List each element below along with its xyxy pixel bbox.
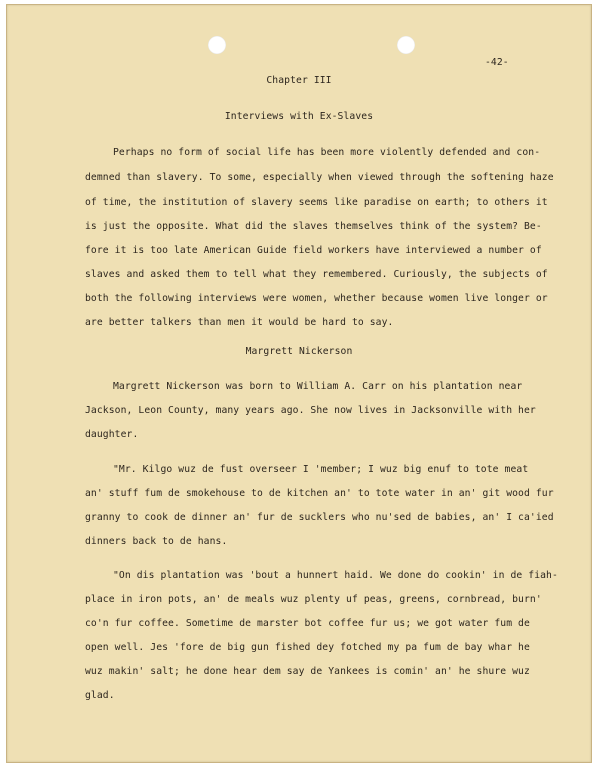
chapter-title: Chapter III (266, 75, 332, 86)
paragraph-2-line: daughter. (85, 429, 139, 440)
paragraph-3-line: "Mr. Kilgo wuz de fust overseer I 'member; I wuz big enuf to tote meat (113, 464, 529, 475)
paragraph-1-line: are better talkers than men it would be hard to say. (85, 317, 394, 328)
paragraph-4-line: wuz makin' salt; he done hear dem say de Yankees is comin' an' he shure wuz (85, 666, 530, 677)
paragraph-4-line: place in iron pots, an' de meals wuz plenty uf peas, greens, cornbread, burn' (85, 594, 542, 605)
paragraph-3-line: an' stuff fum de smokehouse to de kitchen an' to tote water in an' git wood fur (85, 488, 554, 499)
paragraph-1-line: of time, the institution of slavery seems like paradise on earth; to others it (85, 197, 548, 208)
paragraph-2-line: Jackson, Leon County, many years ago. She now lives in Jacksonville with her (85, 405, 536, 416)
paragraph-1-line: fore it is too late American Guide field workers have interviewed a number of (85, 245, 542, 256)
paragraph-1-line: Perhaps no form of social life has been more violently defended and con- (113, 147, 541, 158)
paragraph-1-line: is just the opposite. What did the slaves themselves think of the system? Be- (85, 221, 542, 232)
document-page (6, 4, 592, 763)
paragraph-1-line: both the following interviews were women, whether because women live longer or (85, 293, 548, 304)
paragraph-4-line: co'n fur coffee. Sometime de marster bot coffee fur us; we got water fum de (85, 618, 530, 629)
section-title: Interviews with Ex-Slaves (224, 111, 374, 122)
paragraph-4-line: open well. Jes 'fore de big gun fished dey fotched my pa fum de bay whar he (85, 642, 530, 653)
punch-hole-right (397, 36, 415, 54)
punch-hole-left (208, 36, 226, 54)
paragraph-3-line: granny to cook de dinner an' fur de sucklers who nu'sed de babies, an' I ca'ied (85, 512, 554, 523)
paragraph-4-line: "On dis plantation was 'bout a hunnert haid. We done do cookin' in de fiah- (113, 570, 558, 581)
paragraph-3-line: dinners back to de hans. (85, 536, 228, 547)
paragraph-2-line: Margrett Nickerson was born to William A. Carr on his plantation near (113, 381, 523, 392)
page-number: -42- (485, 57, 509, 68)
paragraph-1-line: demned than slavery. To some, especially when viewed through the softening haze (85, 172, 554, 183)
subject-heading: Margrett Nickerson (245, 346, 353, 357)
paragraph-4-line: glad. (85, 690, 115, 701)
paragraph-1-line: slaves and asked them to tell what they remembered. Curiously, the subjects of (85, 269, 548, 280)
